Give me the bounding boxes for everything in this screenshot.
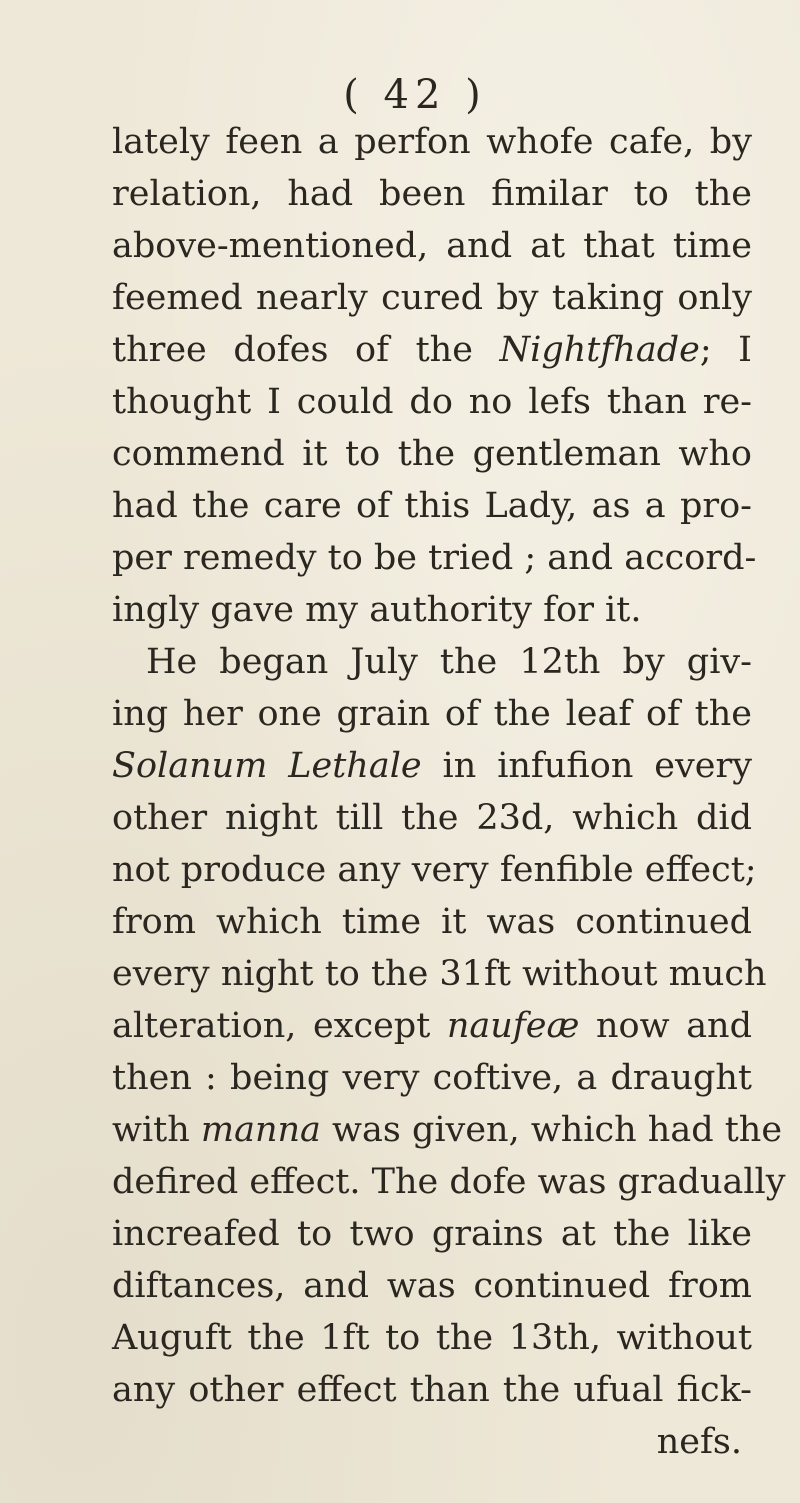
italic-term-manna: manna [200,1110,321,1150]
text-run: now and [579,1006,753,1046]
text-line: any other effect than the ufual fick- [112,1370,752,1410]
italic-term-nightshade: Nightfhade [499,330,700,370]
text-line: every night to the 31ft without much [112,954,767,994]
text-line: ingly gave my authority for it. [112,590,642,630]
text-line: then : being very coftive, a draught [112,1058,752,1098]
text-line: had the care of this Lady, as a pro- [112,486,752,526]
text-line [112,1000,752,1052]
page-number: ( 42 ) [343,72,487,118]
text-run: with [112,1110,201,1150]
text-run: in infufion every [421,746,752,786]
text-run: three dofes of the [112,330,500,370]
text-line: thought I could do no lefs than re- [112,382,752,422]
italic-term-nauseae: naufeæ [446,1006,580,1046]
text-run: ; I [699,330,752,370]
text-line: lately feen a perfon whofe cafe, by [112,122,752,162]
italic-term-solanum-lethale: Solanum Lethale [112,746,422,786]
text-line-paragraph-start: He began July the 12th by giv- [146,642,752,682]
text-line [112,324,752,376]
text-line: increafed to two grains at the like [112,1214,752,1254]
body-text [112,116,786,1468]
text-line: other night till the 23d, which did [112,798,752,838]
text-line: defired effect. The dofe was gradually [112,1162,786,1202]
text-line: above-mentioned, and at that time [112,226,752,266]
text-line: feemed nearly cured by taking only [112,278,752,318]
text-line: per remedy to be tried ; and accord- [112,538,757,578]
text-run: was given, which had the [320,1110,783,1150]
text-line [112,740,752,792]
text-line-final: nefs. [656,1422,742,1462]
text-line: ing her one grain of the leaf of the [112,694,752,734]
text-line: Auguft the 1ft to the 13th, without [112,1318,752,1358]
text-line: from which time it was continued [112,902,752,942]
text-line: not produce any very fenfible effect; [112,850,757,890]
text-run: alteration, except [112,1006,447,1046]
text-line: relation, had been fimilar to the [112,174,752,214]
text-line: commend it to the gentleman who [112,434,752,474]
text-line [112,1104,783,1156]
text-line: diftances, and was continued from [112,1266,752,1306]
